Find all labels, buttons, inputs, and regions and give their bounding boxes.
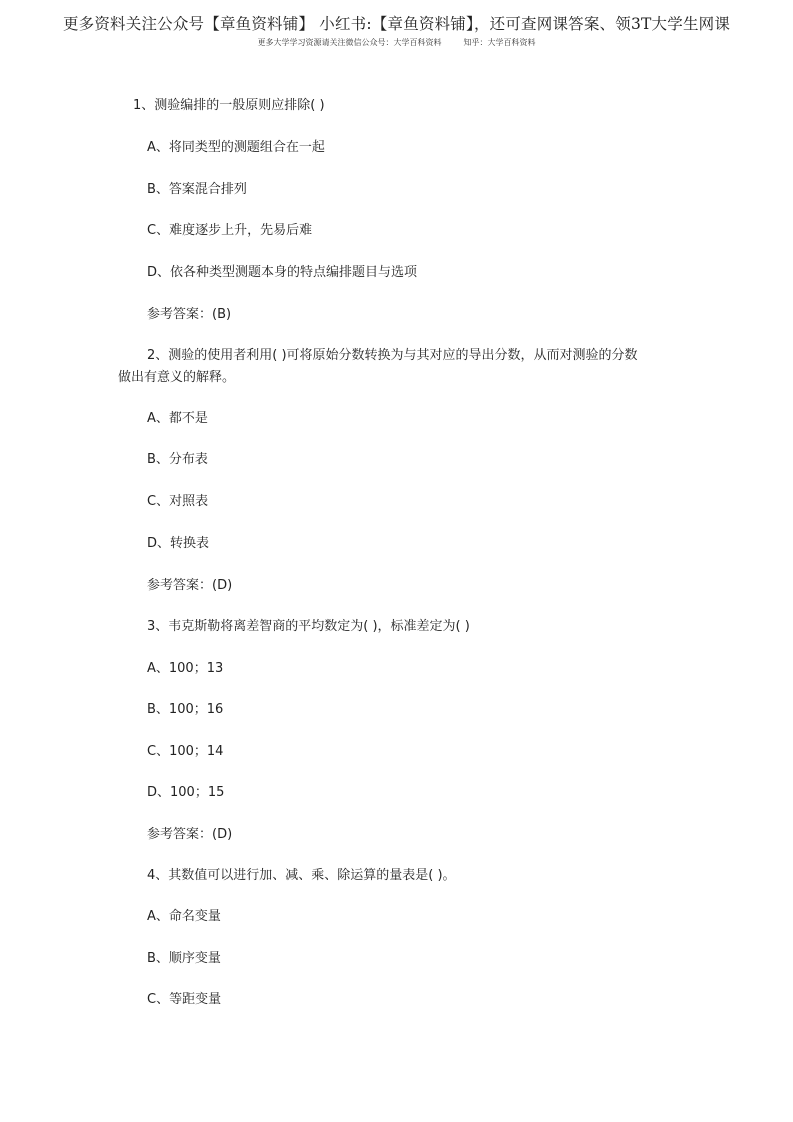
question-option: A、都不是	[147, 411, 208, 426]
question-stem-continued: 做出有意义的解释。	[118, 370, 236, 385]
question-option: C、100；14	[147, 744, 224, 759]
question-option: C、等距变量	[147, 992, 222, 1007]
question-option: B、分布表	[147, 452, 208, 467]
question-option: B、100；16	[147, 702, 224, 717]
header-sub-zhihu: 知乎：大学百科资料	[463, 38, 536, 47]
question-option: B、答案混合排列	[147, 182, 247, 197]
reference-answer: 参考答案：(D)	[147, 827, 233, 842]
question-option: D、100；15	[147, 785, 225, 800]
question-option: C、对照表	[147, 494, 209, 509]
question-option: D、依各种类型测题本身的特点编排题目与选项	[147, 265, 418, 280]
question-option: C、难度逐步上升，先易后难	[147, 223, 313, 238]
question-stem: 4、其数值可以进行加、减、乘、除运算的量表是( )。	[147, 868, 456, 883]
question-stem: 1、测验编排的一般原则应排除( )	[133, 98, 325, 113]
question-option: D、转换表	[147, 536, 210, 551]
header-banner: 更多资料关注公众号【章鱼资料铺】 小红书:【章鱼资料铺】，还可查网课答案、领3T大学生网课	[62, 15, 731, 33]
question-option: A、将同类型的测题组合在一起	[147, 140, 325, 155]
question-option: B、顺序变量	[147, 951, 221, 966]
reference-answer: 参考答案：(B)	[147, 307, 232, 322]
question-option: A、100；13	[147, 661, 224, 676]
question-stem: 2、测验的使用者利用( )可将原始分数转换为与其对应的导出分数，从而对测验的分数	[147, 348, 638, 363]
reference-answer: 参考答案：(D)	[147, 578, 233, 593]
question-option: A、命名变量	[147, 909, 221, 924]
header-subline	[0, 37, 793, 48]
header-sub-wechat: 更多大学学习资源请关注微信公众号：大学百科资料	[257, 38, 442, 47]
question-stem: 3、韦克斯勒将离差智商的平均数定为( )，标准差定为( )	[147, 619, 470, 634]
